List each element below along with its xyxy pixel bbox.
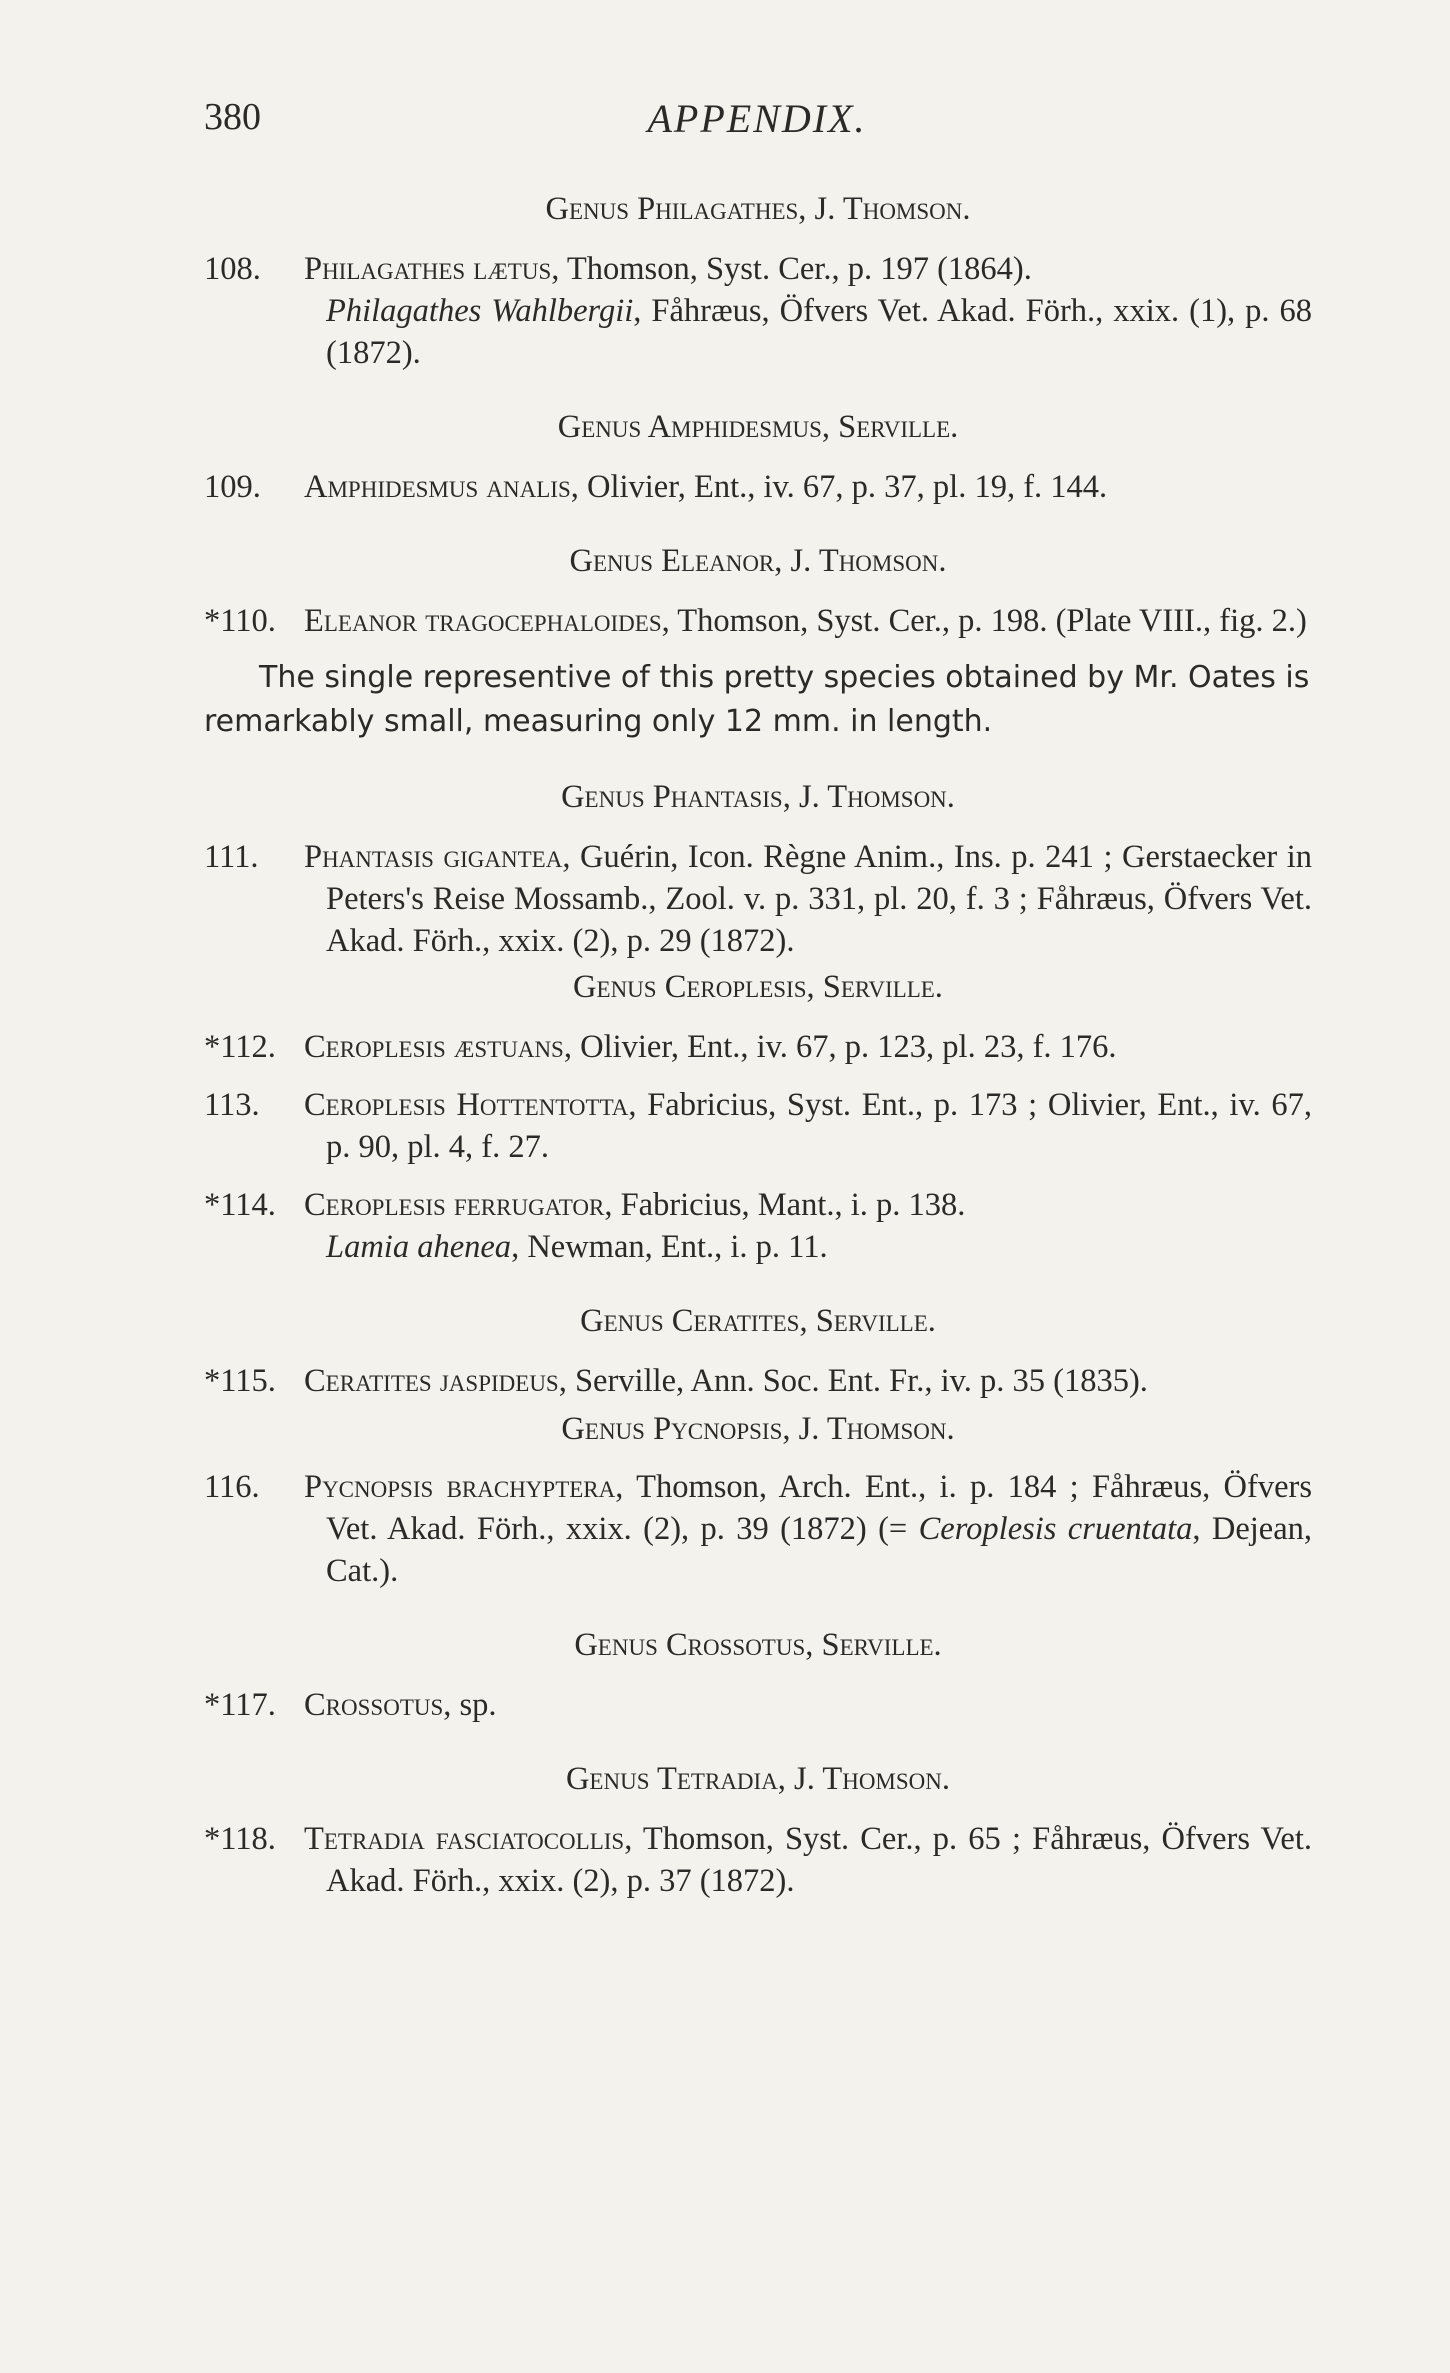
entry-number: 111.: [204, 839, 259, 875]
genus-heading: Genus Eleanor, J. Thomson.: [569, 543, 947, 579]
entry-number: *118.: [204, 1821, 276, 1857]
species-citation: , Fabricius, Syst. Ent., p. 173 ; Olivier, Ent., iv. 67, p. 90, pl. 4, f. 27.: [326, 1087, 1312, 1165]
genus-heading: Genus Tetradia, J. Thomson.: [565, 1761, 951, 1797]
genus-heading: Genus Ceratites, Serville.: [580, 1303, 936, 1339]
species-name: Eleanor tragocephaloides: [304, 603, 662, 639]
synonym-citation: , Fåhræus, Öfvers Vet. Akad. Förh., xxix. (1), p. 68 (1872).: [326, 293, 1313, 371]
species-entry: [204, 1684, 1312, 1726]
species-name: Pycnopsis brachyptera: [304, 1469, 616, 1505]
species-entry: [204, 1184, 1312, 1268]
running-head: APPENDIX.: [647, 96, 867, 141]
synonym-name: Lamia ahenea: [326, 1229, 512, 1265]
species-entry: [204, 1026, 1312, 1068]
species-citation: , Serville, Ann. Soc. Ent. Fr., iv. p. 35 (1835).: [558, 1363, 1148, 1399]
species-name: Crossotus: [304, 1687, 444, 1723]
entry-number: 113.: [204, 1087, 260, 1123]
species-entry: [204, 836, 1312, 962]
synonym-citation: , Dejean, Cat.).: [326, 1511, 1313, 1589]
species-name: Ceroplesis æstuans: [304, 1029, 564, 1065]
species-citation: , Thomson, Syst. Cer., p. 197 (1864).: [551, 251, 1032, 287]
synonym-citation: , Newman, Ent., i. p. 11.: [511, 1229, 828, 1265]
species-name: Ceroplesis Hottentotta: [304, 1087, 629, 1123]
entry-number: *115.: [204, 1363, 276, 1399]
synonym-name: Philagathes Wahlbergii: [326, 293, 634, 329]
genus-heading: Genus Phantasis, J. Thomson.: [561, 779, 955, 815]
species-entry: [204, 1084, 1312, 1168]
species-entry: [204, 600, 1312, 642]
entry-number: *117.: [204, 1687, 276, 1723]
genus-heading: Genus Crossotus, Serville.: [574, 1627, 942, 1663]
species-citation: , Olivier, Ent., iv. 67, p. 37, pl. 19, f. 144.: [570, 469, 1108, 505]
species-citation: , Olivier, Ent., iv. 67, p. 123, pl. 23, f. 176.: [563, 1029, 1117, 1065]
species-name: Philagathes lætus: [304, 251, 552, 287]
species-entry: [204, 1360, 1312, 1402]
species-citation: , Fabricius, Mant., i. p. 138.: [604, 1187, 966, 1223]
species-name: Amphidesmus analis: [304, 469, 571, 505]
species-name: Tetradia fasciatocollis: [304, 1821, 625, 1857]
species-citation: , sp.: [443, 1687, 497, 1723]
species-name: Phantasis gigantea: [304, 839, 563, 875]
genus-heading: Genus Philagathes, J. Thomson.: [545, 191, 971, 227]
species-entry: [204, 248, 1312, 374]
entry-number: *114.: [204, 1187, 276, 1223]
species-entry: [204, 1466, 1312, 1592]
entry-number: 108.: [204, 251, 261, 287]
entry-number: 109.: [204, 469, 261, 505]
synonym-name: Ceroplesis cruentata: [918, 1511, 1193, 1547]
genus-heading: Genus Pycnopsis, J. Thomson.: [561, 1411, 955, 1447]
species-name: Ceratites jaspideus: [304, 1363, 559, 1399]
page-header: [204, 95, 1310, 145]
genus-heading: Genus Ceroplesis, Serville.: [573, 969, 943, 1005]
species-name: Ceroplesis ferrugator: [304, 1187, 605, 1223]
entry-number: *110.: [204, 603, 276, 639]
species-note: The single representive of this pretty species obtained by Mr. Oates is remarkably small, measuring only 12 mm. in length.: [204, 660, 1310, 739]
species-citation: , Thomson, Syst. Cer., p. 65 ; Fåhræus, Öfvers Vet. Akad. Förh., xxix. (2), p. 37 (1872).: [326, 1821, 1312, 1899]
page-number: 380: [204, 96, 261, 138]
species-citation: , Thomson, Arch. Ent., i. p. 184 ; Fåhræus, Öfvers Vet. Akad. Förh., xxix. (2), p. 39 (1872) (=: [326, 1469, 1312, 1547]
page-body: [204, 188, 1312, 1902]
genus-heading: Genus Amphidesmus, Serville.: [557, 409, 959, 445]
entry-number: 116.: [204, 1469, 260, 1505]
species-citation: , Thomson, Syst. Cer., p. 198. (Plate VIII., fig. 2.): [661, 603, 1307, 639]
species-citation: , Guérin, Icon. Règne Anim., Ins. p. 241 ; Gerstaecker in Peters's Reise Mossamb., Zool. v. p. 331, pl. 20, f. 3 ; Fåhræus, Öfvers Vet. Akad. Förh., xxix. (2), p. 29 (1872).: [326, 839, 1312, 959]
entry-number: *112.: [204, 1029, 276, 1065]
species-entry: [204, 1818, 1312, 1902]
species-entry: [204, 466, 1312, 508]
